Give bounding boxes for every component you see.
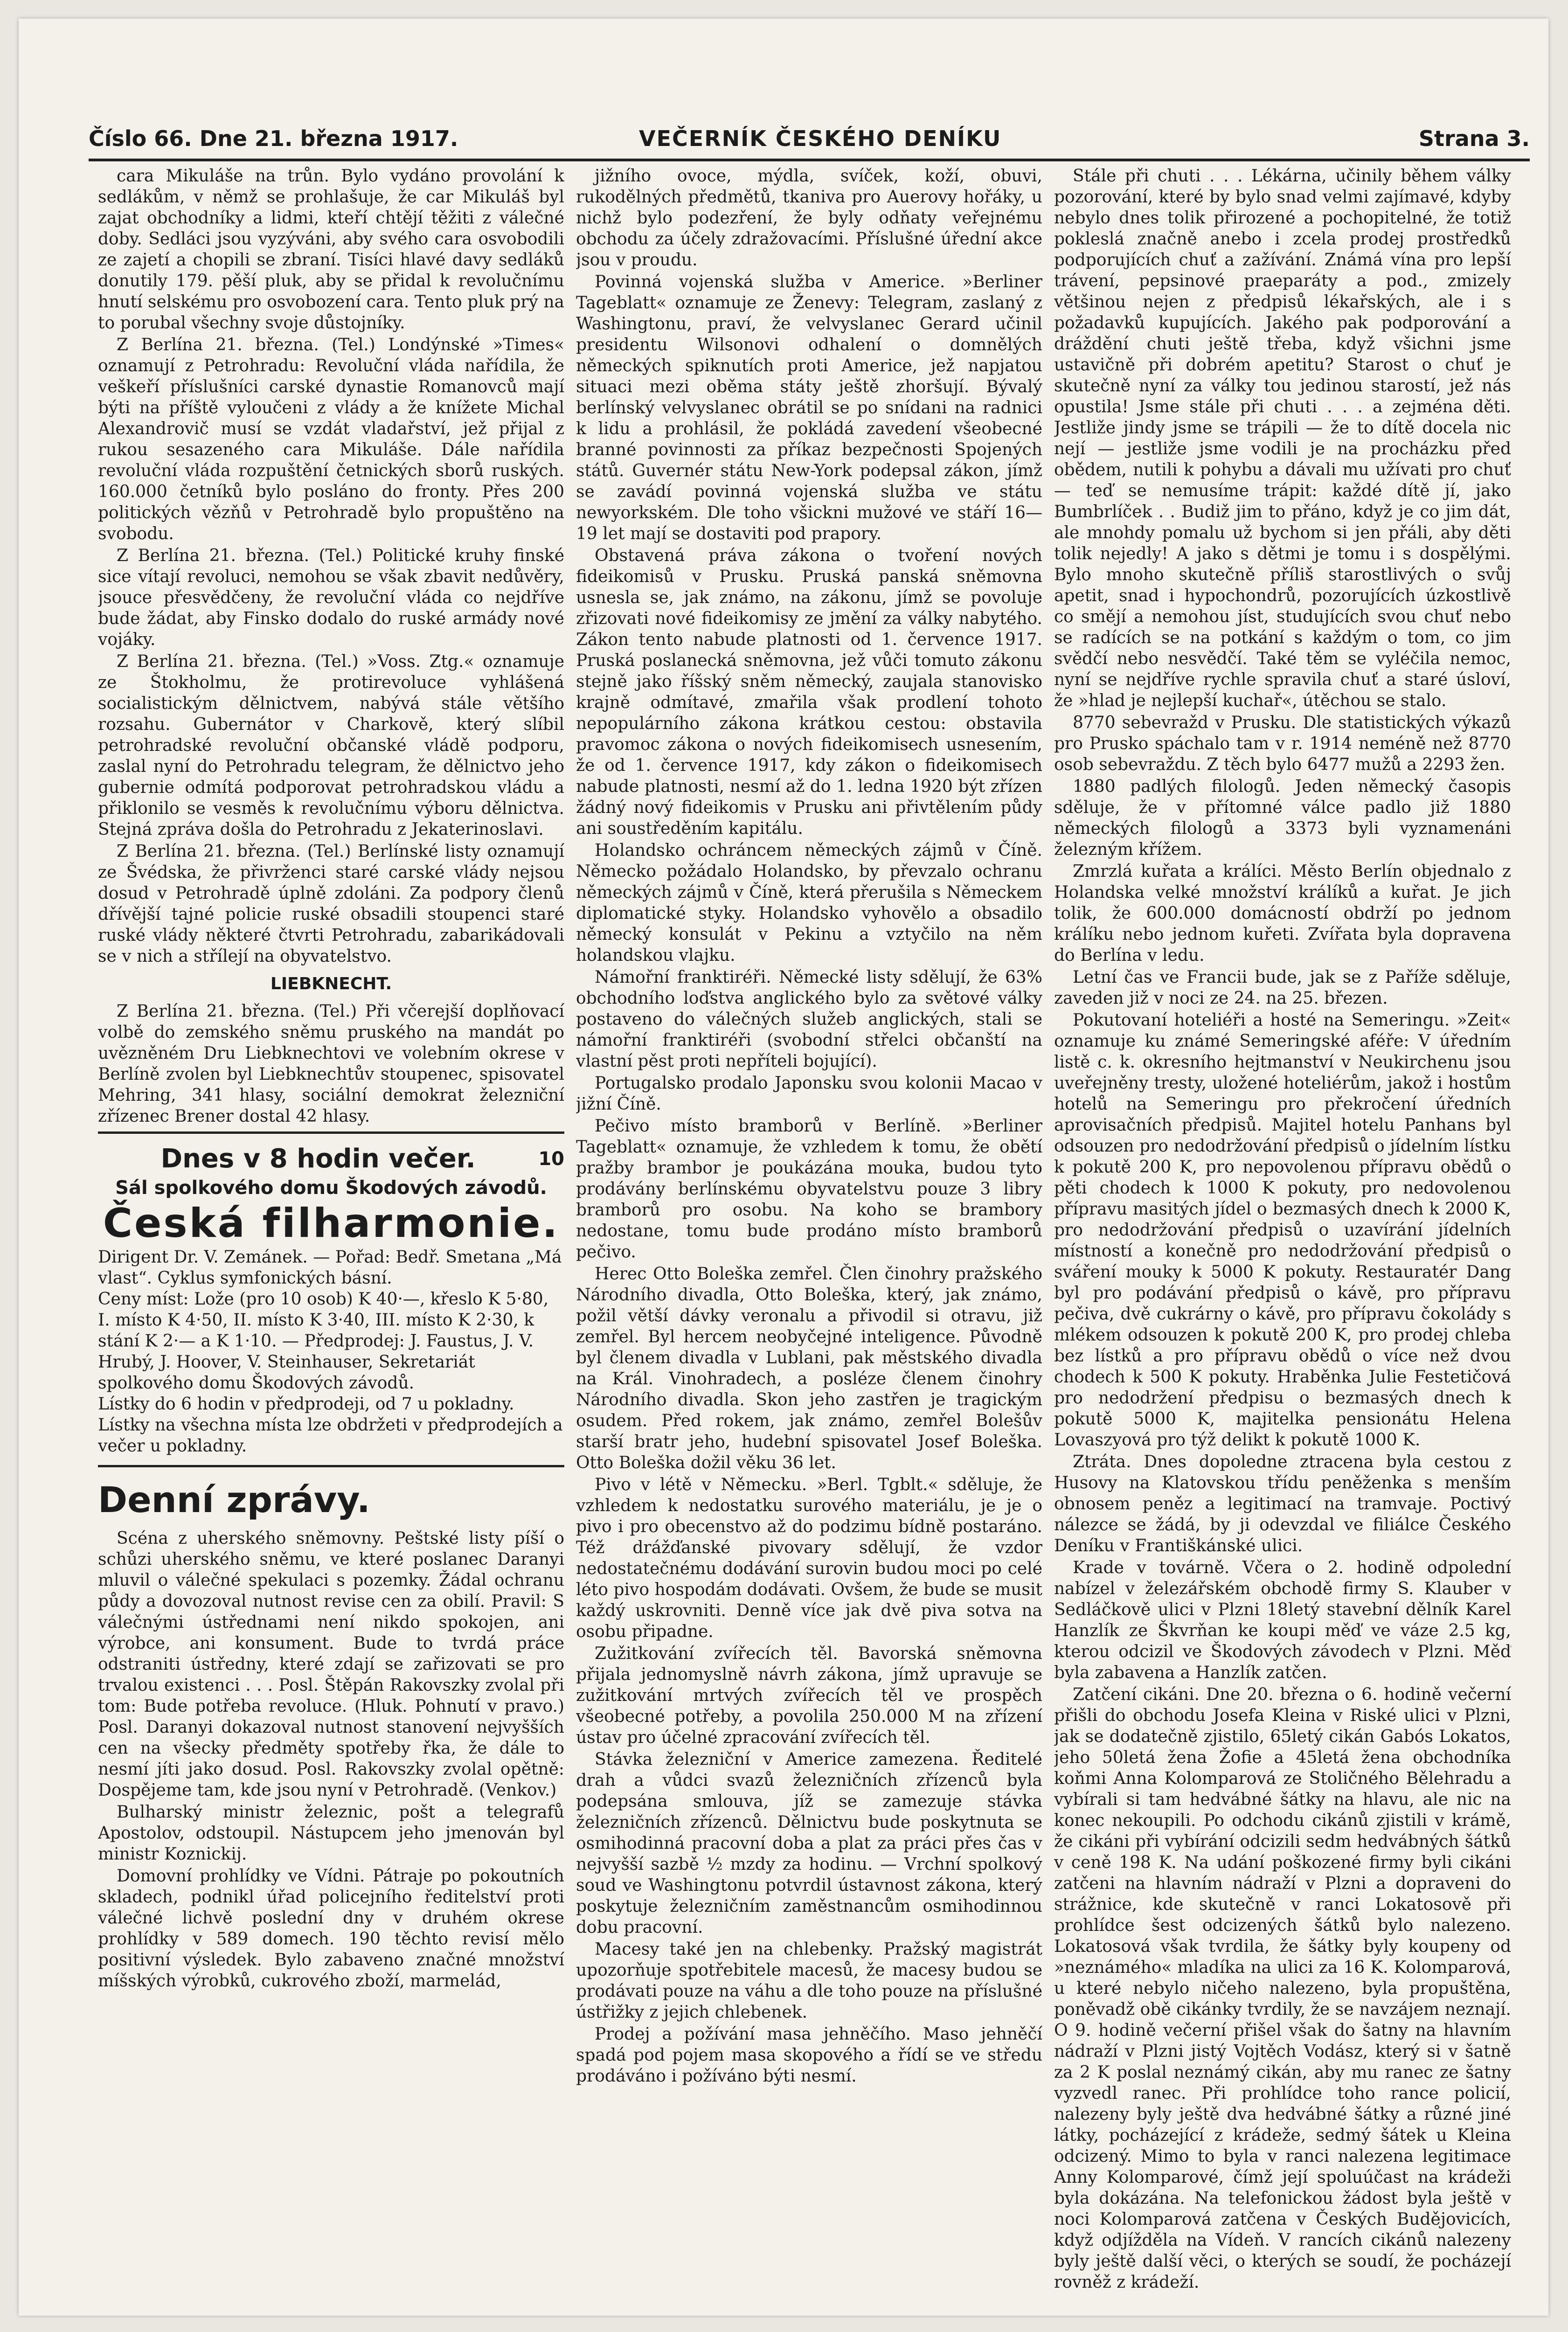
masthead: VEČERNÍK ČESKÉHO DENÍKU xyxy=(639,126,1002,151)
article-paragraph: Portugalsko prodalo Japonsku svou kolonii Macao v jižní Číně. xyxy=(576,1074,1042,1114)
article-paragraph: Herec Otto Boleška zemřel. Člen činohry pražského Národního divadla, Otto Boleška, který, jak známo, požil větší dávky veronalu a přivodil si otravu, již zemřel. Byl hercem neobyčejné inteligence. Původně byl členem divadla v Lublani, pak městského divadla na Král. Vinohradech, a posléze členem činohry Národního divadla. Skon jeho zastřen je tragickým osudem. Před rokem, jak známo, zemřel Bolešův starší bratr jeho, hudební spisovatel Josef Boleška. Otto Boleška dožil věku 36 let. xyxy=(576,1264,1042,1472)
article-paragraph: Z Berlína 21. března. (Tel.) Londýnské »Times« oznamují z Petrohradu: Revoluční vláda nařídila, že veškeří příslušníci carské dynastie Romanovců mají býti na příště vyloučeni z vlády a že knížete Michal Alexandrovič musí se vzdát vladařství, jež přijal z rukou sesazeného cara Mikuláše. Dále nařídila revoluční vláda rozpuštění četnických sborů ruských. 160.000 četníků bylo posláno do fronty. Přes 200 politických vězňů v Petrohradě bylo propuštěno na svobodu. xyxy=(98,335,564,543)
article-paragraph: Pečivo místo bramborů v Berlíně. »Berliner Tageblatt« oznamuje, že vzhledem k tomu, že obětí pražby brambor je poukázána mouka, budou tyto prodávány berlínskému obyvatelstvu pouze 3 libry bramborů pro osobu. Na koho se brambory nedostane, tomu bude prodáno místo bramborů pečivo. xyxy=(576,1117,1042,1262)
ad-time xyxy=(98,1142,564,1176)
column-3 xyxy=(1054,166,1511,2292)
article-paragraph: Stávka železniční v Americe zamezena. Ředitelé drah a vůdci svazů železničních zřízenců byla podepsána smlouva, jíž se zamezuje stávka železničních zřízenců. Dělnictvu bude poskytnuta se osmihodinná pracovní doba a plat za práci přes čas v nejvyšší sazbě ½ mzdy za hodinu. — Vrchní spolkový soud ve Washingtonu potvrdil ústavnost zákona, který poskytuje železničním zaměstnancům osmihodinnou dobu pracovní. xyxy=(576,1750,1042,1937)
ad-venue: Sál spolkového domu Škodových závodů. xyxy=(115,1177,547,1199)
article-paragraph: Krade v továrně. Včera o 2. hodině odpolední nabízel v železářském obchodě firmy S. Klauber v Sedláčkově ulici v Plzni 18letý stavební dělník Karel Hanzlík ze Škvrňan ke koupi měď ve váze 2.5 kg, kterou odcizil ve Škodových závodech v Plzni. Měď byla zabavena a Hanzlík zatčen. xyxy=(1054,1558,1511,1682)
ad-number: 10 xyxy=(538,1148,564,1170)
ad-time-text: Dnes v 8 hodin večer. xyxy=(160,1144,476,1174)
ad-tickets: Lístky do 6 hodin v předprodeji, od 7 u pokladny. Lístky na všechna místa lze obdržeti v předprodejích a večer u pokladny. xyxy=(98,1395,563,1456)
issue-date: Číslo 66. Dne 21. března 1917. xyxy=(89,126,458,151)
divider xyxy=(98,1465,564,1467)
article-paragraph: Zmrzlá kuřata a králíci. Město Berlín objednalo z Holandska velké množství králíků a kuřat. Je jich tolik, že 600.000 domácností obdrží po jednom králíku nebo jednom kuřeti. Zvířata byla dopravena do Berlína v ledu. xyxy=(1054,862,1511,965)
article-paragraph: Pokutovaní hoteliéři a hosté na Semeringu. »Zeit« oznamuje ku známé Semeringské aféře: V úředním listě c. k. okresního hejtmanství v Neukirchenu jsou uveřejněny tresty, uložené hoteliérům, jakož i hostům hotelů na Semeringu pro překročení úředních aprovisačních předpisů. Majitel hotelu Panhans byl odsouzen pro nedodržování předpisů o jídelním lístku k pokutě 200 K, pro nepovolenou přípravu obědů o pěti chodech k 1000 K pokuty, pro nedovolenou přípravu masitých jídel o bezmasých dnech k 2000 K, pro nedodržování předpisů o uzavírání jídelních místností a konečně pro nedodržování předpisů o sváření mouky k 5000 K pokuty. Restauratér Dang byl pro podávání předpisů o kávě, pro přípravu pečiva, dvě cukrárny o kávě, pro přípravu čokolády s mlékem odsouzen k pokutě 200 K, pro prodej chleba bez lístků a pro přípravu obědů o více než dvou chodech k 500 K pokuty. Hraběnka Julie Festetičová pro nedodržení předpisu o bezmasých dnech k pokutě 5000 K, majitelka pensionátu Helena Lovaszyová pro týž delikt k pokutě 1000 K. xyxy=(1054,1011,1511,1450)
article-paragraph: Macesy také jen na chlebenky. Pražský magistrát upozorňuje spotřebitele macesů, že macesy budou se prodávati pouze na váhu a dle toho pouze na příslušné ústřižky z jejich chlebenek. xyxy=(576,1940,1042,2022)
ad-title: Česká filharmonie. xyxy=(103,1200,560,1247)
article-paragraph: Námořní franktiréři. Německé listy sdělují, že 63% obchodního loďstva anglického bylo za světové války postaveno do válečných služeb anglických, stali se námořní franktiréři (svobodní střelci občanští na vlastní pěst proti nepříteli bojující). xyxy=(576,968,1042,1071)
column-2 xyxy=(576,166,1042,2292)
article-paragraph: Z Berlína 21. března. (Tel.) Při včerejší doplňovací volbě do zemského sněmu pruského na mandát po uvězněném Dru Liebknechtovi ve volebním okrese v Berlíně zvolen byl Liebknechtův stoupenec, spisovatel Mehring, 341 hlasy, sociální demokrat železniční zřízenec Brener dostal 42 hlasy. xyxy=(98,1002,564,1126)
article-paragraph: Ztráta. Dnes dopoledne ztracena byla cestou z Husovy na Klatovskou třídu peněženka s menším obnosem peněz a legitimací na tramvaje. Poctivý nálezce se žádá, by ji odevzdal ve filiálce Českého Deníku v Františkánské ulici. xyxy=(1054,1452,1511,1555)
article-paragraph: Domovní prohlídky ve Vídni. Pátraje po pokoutních skladech, podnikl úřad policejního ředitelství proti válečné lichvě poslední dny v druhém okrese prohlídky v 589 domech. 190 těchto revisí mělo positivní výsledek. Bylo zabaveno značné množství míšských výrobků, cukrového zboží, marmelád, xyxy=(98,1867,564,1991)
page-header xyxy=(89,117,1530,161)
article-paragraph: Pivo v létě v Německu. »Berl. Tgblt.« sděluje, že vzhledem k nedostatku surového materiálu, je je o pivo i pro obecenstvo až do podzimu bídně postaráno. Též drážďanské pivovary sdělují, že vzdor nedostatečnému dodávání surovin budou moci po celé léto pivo hospodám dodávati. Ovšem, že bude se musit každý uskrovniti. Denně více jak dvě piva sotva na osobu připadne. xyxy=(576,1475,1042,1641)
section-title-denni-zpravy: Denní zprávy. xyxy=(98,1479,370,1520)
article-paragraph: Z Berlína 21. března. (Tel.) »Voss. Ztg.« oznamuje ze Štokholmu, že protirevoluce vyhlášená socialistickým dělnictvem, nabývá stále většího rozsahu. Gubernátor v Charkově, který slíbil petrohradské revoluční občanské vládě podporu, zaslal nyní do Petrohradu telegram, že dělnictvo jeho gubernie odmítá podporovat petrohradskou vládu a přiklonilo se vesměs k revolučnímu výboru dělnictva. Stejná zpráva došla do Petrohradu z Jekaterinoslavi. xyxy=(98,652,564,839)
article-paragraph: Bulharský ministr železnic, pošt a telegrafů Apostolov, odstoupil. Nástupcem jeho jmenován byl ministr Koznickij. xyxy=(98,1803,564,1864)
article-paragraph: Povinná vojenská služba v Americe. »Berliner Tageblatt« oznamuje ze Ženevy: Telegram, zaslaný z Washingtonu, praví, že velvyslanec Gerard učinil presidentu Wilsonovi odhalení o domnělých německých spiknutích proti Americe, jež napjatou situaci mezi oběma státy ještě zhoršují. Bývalý berlínský velvyslanec obrátil se po snídani na radnici k lidu a prohlásil, že pokládá zavedení všeobecné branné povinnosti za příkaz bezpečnosti Spojených států. Guvernér státu New-York podepsal zákon, jímž se zavádí povinná vojenská služba ve státu newyorkském. Dle toho všickni mužové ve stáří 16—19 let mají se dostaviti pod prapory. xyxy=(576,272,1042,543)
ad-program: Dirigent Dr. V. Zemánek. — Pořad: Bedř. Smetana „Má vlast“. Cyklus symfonických básní. xyxy=(98,1248,562,1288)
article-paragraph: Scéna z uherského sněmovny. Peštské listy píší o schůzi uherského sněmu, ve které poslanec Daranyi mluvil o válečné spekulaci s pozemky. Žádal ochranu půdy a dovozoval nutnost revise cen za obilí. Pravil: S válečnými ústřednami není nikdo spokojen, ani výrobce, ani konsument. Bude to tvrdá práce odstraniti ústředny, které zdají se zařizovati se pro trvalou existenci . . . Posl. Štěpán Rakovszky zvolal při tom: Bude potřeba revoluce. (Hluk. Pohnutí v pravo.) Posl. Daranyi dokazoval nutnost stanovení nejvyšších cen na všecky předměty spotřeby řka, že dále to nesmí jíti jako dosud. Posl. Rakovszky zvolal opětně: Dospějeme tam, kde jsou nyní v Petrohradě. (Venkov.) xyxy=(98,1529,564,1800)
article-paragraph: Holandsko ochráncem německých zájmů v Číně. Německo požádalo Holandsko, by převzalo ochranu německých zájmů v Číně, která přerušila s Německem diplomatické styky. Holandsko vyhovělo a obsadilo německý konsulát v Pekinu a vztyčilo na něm holandskou vlajku. xyxy=(576,841,1042,965)
article-paragraph: 1880 padlých filologů. Jeden německý časopis sděluje, že v přítomné válce padlo již 1880 německých filologů a 3373 byli vyznamenáni železným křížem. xyxy=(1054,777,1511,859)
article-paragraph: jižního ovoce, mýdla, svíček, koží, obuvi, rukodělných předmětů, tkaniva pro Auerovy hořáky, u nichž bylo podezření, že byly odňaty veřejnému obchodu za účely zdražovacími. Příslušné úřední akce jsou v proudu. xyxy=(576,167,1042,270)
article-paragraph: 8770 sebevražd v Prusku. Dle statistických výkazů pro Prusko spáchalo tam v r. 1914 neméně než 8770 osob sebevraždu. Z těch bylo 6477 mužů a 2293 žen. xyxy=(1054,713,1511,774)
article-paragraph: Zužitkování zvířecích těl. Bavorská sněmovna přijala jednomyslně návrh zákona, jímž upravuje se zužitkování mrtvých zvířecích těl ve prospěch všeobecné potřeby, a povolila 250.000 M na zřízení ústav pro účelné zpracování zvířecích těl. xyxy=(576,1644,1042,1747)
article-paragraph: cara Mikuláše na trůn. Bylo vydáno provolání k sedlákům, v němž se prohlašuje, že car Mikuláš byl zajat obchodníky a lidmi, kteří chtějí těžiti z válečné doby. Sedláci jsou vyzýváni, aby svého cara osvobodili ze zajetí a chopili se zbraní. Tisíci hlavé davy sedláků donutily 179. pěší pluk, aby se přidal k revolučnímu hnutí selskému pro osvobození cara. Tento pluk prý na to porubal všechny svoje důstojníky. xyxy=(98,167,564,333)
article-paragraph: Zatčení cikáni. Dne 20. března o 6. hodině večerní přišli do obchodu Josefa Kleina v Riské ulici v Plzni, jak se dodatečně zjistilo, 65letý cikán Gabós Lokatos, jeho 50letá žena Žofie a 45letá žena obchodníka koňmi Anna Kolomparová ze Stoličného Bělehradu a vybírali si tam hedvábné šátky na hlavu, ale nic na konec nekoupili. Po odchodu cikánů zjistili v krámě, že cikáni při vybírání odcizili sedm hedvábných šátků v ceně 198 K. Na udání poškozené firmy byli cikáni zatčeni na hlavním nádraží v Plzni a dopraveni do strážnice, kde skutečně v ranci Lokatosově při prohlídce šest odcizených šátků bylo nalezeno. Lokatosová však tvrdila, že šátky byly koupeny od »neznámého« mladíka na ulici za 16 K. Kolomparová, u které nebylo ničeho nalezeno, byla propuštěna, poněvadž obě cikánky tvrdily, že se navzájem neznají. O 9. hodině večerní přišel však do šatny na hlavním nádraží v Plzni jistý Vojtěch Vodász, který si v šatně za 2 K poslal neznámý cikán, aby mu ranec ze šatny vyzvedl ranec. Při prohlídce toho rance policií, nalezeny byly ještě dva hedvábné šátky a různé jiné látky, pocházející z krádeže, sedmý šátek u Kleina odcizený. Mimo to byla v ranci nalezena legitimace Anny Kolomparové, čímž její spoluúčast na krádeži byla dokázána. Na telefonickou žádost byla ještě v noci Kolomparová zatčena v Českých Budějovicích, když odjížděla na Vídeň. V rancích cikánů nalezeny byly ještě další věci, o kterých se soudí, že pocházejí rovněž z krádeží. xyxy=(1054,1685,1511,2292)
article-paragraph: Z Berlína 21. března. (Tel.) Politické kruhy finské sice vítají revoluci, nemohou se však zbavit nedůvěry, jsouce přesvědčeny, že revoluční vláda co nejdříve bude žádat, aby Finsko dodalo do ruské armády nové vojáky. xyxy=(98,546,564,649)
page-number: Strana 3. xyxy=(1418,126,1530,151)
section-heading: LIEBKNECHT. xyxy=(270,974,392,993)
concert-advertisement xyxy=(98,1138,564,1460)
newspaper-page xyxy=(19,19,1548,2316)
article-paragraph: Letní čas ve Francii bude, jak se z Paříže sděluje, zaveden již v noci ze 24. na 25. březen. xyxy=(1054,968,1511,1008)
divider xyxy=(98,1131,564,1134)
ad-prices: Ceny míst: Lože (pro 10 osob) K 40·—, křeslo K 5·80, I. místo K 4·50, II. místo K 3·40, III. místo K 2·30, k stání K 2·— a K 1·10. — Předprodej: J. Faustus, J. V. Hrubý, J. Hoover, V. Steinhauser, Sekretariát spolkového domu Škodových závodů. xyxy=(98,1290,549,1393)
article-paragraph: Prodej a požívání masa jehněčího. Maso jehněčí spadá pod pojem masa skopového a řídí se ve středu prodáváno i požíváno býti nesmí. xyxy=(576,2025,1042,2086)
article-paragraph: Obstavená práva zákona o tvoření nových fideikomisů v Prusku. Pruská panská sněmovna usnesla se, jak známo, na zákonu, jímž se povoluje zřizovati nové fideikomisy ze jmění za války nabytého. Zákon tento nabude platnosti od 1. července 1917. Pruská poslanecká sněmovna, jež vůči tomuto zákonu stejně jako říšský sněm německý, zaujala stanovisko krajně odmítavé, zmařila však prodlení tohoto nepopulárního zákona krátkou cestou: obstavila pravomoc zákona o nových fideikomisech usnesením, že od 1. července 1917, kdy zákon o fideikomisech nabude platnosti, nesmí až do 1. ledna 1920 být zřízen žádný nový fideikomis v Prusku ani přivtělením půdy ani soustředěním kapitálu. xyxy=(576,546,1042,838)
article-paragraph: Stále při chuti . . . Lékárna, učinily během války pozorování, které by bylo snad velmi zajímavé, kdyby nebylo dnes tolik přirozené a pochopitelné, že totiž pokleslá značně anebo i zcela prodej prostředků podporujících chuť a zažívání. Známá vína pro lepší trávení, pepsinové praeparáty a pod., zmizely většinou nejen z předpisů lékařských, ale i s požadavků kupujících. Jakého pak podporování a dráždění chuti ještě třeba, když všichni jsme ustavičně při dobrém apetitu? Starost o chuť je skutečně nyní za války tou jedinou starostí, jež nás opustila! Jsme stále při chuti . . . a zejména děti. Jestliže jindy jsme se trápili — že to dítě docela nic nejí — jestliže jsme vodili je na procházku před obědem, nutili k pohybu a dávali mu užívati pro chuť — teď se nemusíme trápit: každé dítě jí, jako Bumbrlíček . . Budiž jim to přáno, když je co jim dát, ale mnohdy pomalu už bychom si jen přáli, aby děti tolik nejedly! A jako s dětmi je tomu i s dospělými. Bylo mnoho skutečně příliš starostlivých o svůj apetit, snad i hypochondrů, pozorujících úzkostlivě co smějí a nemohou jíst, studujících svou chuť nebo se radících se na potkání s každým o tom, co jim svědčí nebo nesvědčí. Také těm se vyléčila nemoc, nyní se nejdříve rychle spravila chuť a staré úsloví, že »hlad je nejlepší kuchař«, útěchou se stalo. xyxy=(1054,167,1511,710)
article-paragraph: Z Berlína 21. března. (Tel.) Berlínské listy oznamují ze Švédska, že přivrženci staré carské vlády nejsou dosud v Petrohradě úplně zdoláni. Za podpory členů dřívější tajné policie ruské obsadili stoupenci staré ruské vlády některé čtvrti Petrohradu, zabarikádovali se v nich a střílejí na obyvatelstvo. xyxy=(98,842,564,966)
column-1 xyxy=(98,166,564,2292)
